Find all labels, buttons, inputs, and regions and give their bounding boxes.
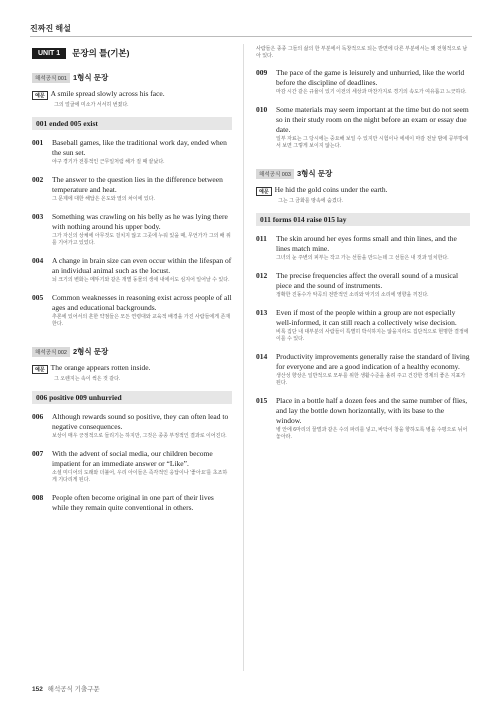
item-text: Even if most of the people within a group are not especially well-informed, it can still reach a collectively wise decision. bbox=[276, 308, 457, 327]
item-number: 002 bbox=[32, 175, 44, 184]
book-title: 해석공식 기출구문 bbox=[47, 686, 100, 693]
column-divider bbox=[243, 44, 244, 671]
unit-badge: UNIT 1 bbox=[32, 48, 66, 59]
item-number: 005 bbox=[32, 293, 44, 302]
example-badge: 예문 bbox=[256, 187, 272, 196]
item-text: Some materials may seem important at the time but do not seem so in their study room on the night before an exam or essay due date. bbox=[276, 105, 469, 134]
item-number: 004 bbox=[32, 256, 44, 265]
vocab-subheader: 001 ended 005 exist bbox=[32, 117, 232, 130]
example-translation: 그 오렌지는 속이 썩은 것 같다. bbox=[54, 376, 121, 382]
item-number: 013 bbox=[256, 308, 268, 317]
sentence-item bbox=[256, 396, 470, 445]
formula-heading bbox=[32, 72, 232, 83]
example-sentence bbox=[32, 363, 232, 374]
sentence-item bbox=[32, 293, 232, 332]
item-number: 011 bbox=[256, 234, 267, 243]
sentence-item bbox=[256, 234, 470, 266]
continued-translation: 사람들은 종종 그들의 삶의 한 부분에서 독창적으로 되는 반면에 다른 부분에서는 꽤 전형적으로 남아 있다. bbox=[256, 46, 468, 59]
sentence-item bbox=[32, 212, 232, 251]
item-number: 008 bbox=[32, 493, 44, 502]
sentence-item bbox=[256, 68, 470, 100]
item-translation: 병 안에 6마리의 꿀벌과 같은 수의 파리를 넣고, 바닥이 창을 향하도록 병을 수평으로 뉘어 놓아라. bbox=[276, 427, 468, 440]
formula-heading bbox=[32, 346, 232, 357]
page-number: 152 bbox=[32, 686, 43, 693]
item-text: Baseball games, like the traditional work day, ended when the sun set. bbox=[52, 138, 227, 157]
example-text: A smile spread slowly across his face. bbox=[50, 89, 165, 98]
item-text: People often become original in one part of their lives while they remain quite conventional in others. bbox=[52, 493, 214, 512]
item-translation: 일부 자료는 그 당시에는 중요해 보일 수 있지만 시험이나 에세이 마감 전날 밤에 공부방에서 보면 그렇게 보이지 않는다. bbox=[276, 136, 468, 149]
header-divider bbox=[30, 36, 472, 37]
item-number: 015 bbox=[256, 396, 268, 405]
item-text: A change in brain size can even occur within the lifespan of an individual animal such as the locust. bbox=[52, 256, 232, 275]
page-footer bbox=[32, 684, 100, 693]
item-text: Something was crawling on his belly as he was lying there with nothing around his upper body. bbox=[52, 212, 228, 231]
example-text: The orange appears rotten inside. bbox=[50, 363, 151, 372]
item-text: The answer to the question lies in the difference between temperature and heat. bbox=[52, 175, 223, 194]
item-translation: 소셜 미디어의 도래와 더불어, 우리 아이들은 즉각적인 응답이나 '좋아요'를 초조하게 기다리게 된다. bbox=[52, 470, 228, 483]
sentence-item bbox=[256, 352, 470, 391]
sentence-item bbox=[32, 256, 232, 288]
example-sentence bbox=[256, 185, 470, 196]
formula-tag: 해석공식 001 bbox=[32, 73, 70, 83]
formula-heading bbox=[256, 168, 470, 179]
item-translation: 그녀의 눈 주변의 피부는 작고 가는 선들을 만드는데 그 선들은 내 것과 일치한다. bbox=[276, 255, 449, 261]
sentence-item bbox=[32, 449, 232, 488]
item-translation: 비록 집단 내 대부분의 사람들이 특별히 박식하지는 않을지라도 집단적으로 현명한 결정에 이를 수 있다. bbox=[276, 329, 469, 342]
vocab-subheader: 006 positive 009 unhurried bbox=[32, 391, 232, 404]
item-translation: 뇌 크기의 변화는 메뚜기와 같은 개별 동물의 생애 내에서도 심지어 일어날 수 있다. bbox=[52, 277, 230, 283]
sentence-item bbox=[32, 493, 232, 513]
item-translation: 생산성 향상은 일반적으로 모두를 위한 생활수준을 올려 주고 건강한 경제의 좋은 지표가 된다. bbox=[276, 373, 466, 386]
example-sentence bbox=[32, 89, 232, 100]
item-translation: 그 문제에 대한 해답은 온도와 열의 차이에 있다. bbox=[52, 196, 155, 202]
formula-tag: 해석공식 002 bbox=[32, 347, 70, 357]
item-translation: 마감 시간 같은 규율이 있기 이전의 세상과 마찬가지로 경기의 속도가 여유롭고 느긋하다. bbox=[276, 89, 467, 95]
sentence-item bbox=[32, 175, 232, 207]
item-text: Common weaknesses in reasoning exist across people of all ages and educational backgrounds. bbox=[52, 293, 232, 312]
example-translation: 그는 그 금화를 땅속에 숨겼다. bbox=[278, 198, 343, 204]
formula-name: 3형식 문장 bbox=[296, 169, 333, 178]
item-number: 009 bbox=[256, 68, 268, 77]
item-translation: 보상이 매우 긍정적으로 들리기는 하지만, 그것은 종종 부정적인 결과로 이어진다. bbox=[52, 433, 227, 439]
example-badge: 예문 bbox=[32, 91, 48, 100]
formula-name: 1형식 문장 bbox=[72, 73, 109, 82]
sentence-item bbox=[256, 308, 470, 347]
example-translation: 그의 얼굴에 미소가 서서히 번졌다. bbox=[54, 102, 129, 108]
item-number: 012 bbox=[256, 271, 268, 280]
item-translation: 그가 자신의 상체에 아무것도 걸치지 않고 그곳에 누워 있을 때, 무언가가 그의 배 위를 기어가고 있었다. bbox=[52, 233, 231, 246]
item-text: Although rewards sound so positive, they can often lead to negative consequences. bbox=[52, 412, 229, 431]
page-header-title: 진짜진 해설 bbox=[30, 24, 71, 33]
item-number: 010 bbox=[256, 105, 268, 114]
item-text: The precise frequencies affect the overall sound of a musical piece and the sound of instruments. bbox=[276, 271, 459, 290]
sentence-item bbox=[32, 412, 232, 444]
item-translation: 야구 경기가 전통적인 근무일처럼 해가 질 때 끝났다. bbox=[52, 159, 165, 165]
vocab-subheader: 011 forms 014 raise 015 lay bbox=[256, 213, 470, 226]
item-number: 014 bbox=[256, 352, 268, 361]
unit-heading bbox=[32, 46, 232, 60]
example-text: He hid the gold coins under the earth. bbox=[274, 185, 388, 194]
item-number: 006 bbox=[32, 412, 44, 421]
item-number: 007 bbox=[32, 449, 44, 458]
item-number: 003 bbox=[32, 212, 44, 221]
right-column bbox=[256, 46, 470, 450]
formula-tag: 해석공식 003 bbox=[256, 169, 294, 179]
item-text: The pace of the game is leisurely and unhurried, like the world before the discipline of deadlines. bbox=[276, 68, 465, 87]
item-number: 001 bbox=[32, 138, 44, 147]
item-translation: 정확한 진동수가 악곡의 전반적인 소리와 악기의 소리에 영향을 끼친다. bbox=[276, 292, 429, 298]
example-badge: 예문 bbox=[32, 365, 48, 374]
item-text: Place in a bottle half a dozen fees and the same number of flies, and lay the bottle down horizontally, with its base to the window. bbox=[276, 396, 468, 425]
item-translation: 추론에 있어서의 흔한 약점들은 모든 연령대와 교육적 배경을 가진 사람들에게 존재한다. bbox=[52, 314, 231, 327]
sentence-item bbox=[32, 138, 232, 170]
item-text: With the advent of social media, our children become impatient for an immediate answer or “Like”. bbox=[52, 449, 213, 468]
unit-title: 문장의 틀(기본) bbox=[72, 48, 130, 58]
item-text: The skin around her eyes forms small and thin lines, and the lines match mine. bbox=[276, 234, 457, 253]
left-column bbox=[32, 46, 232, 518]
item-text: Productivity improvements generally raise the standard of living for everyone and are a good indication of a healthy economy. bbox=[276, 352, 470, 371]
sentence-item bbox=[256, 271, 470, 303]
formula-name: 2형식 문장 bbox=[72, 347, 109, 356]
sentence-item bbox=[256, 105, 470, 154]
